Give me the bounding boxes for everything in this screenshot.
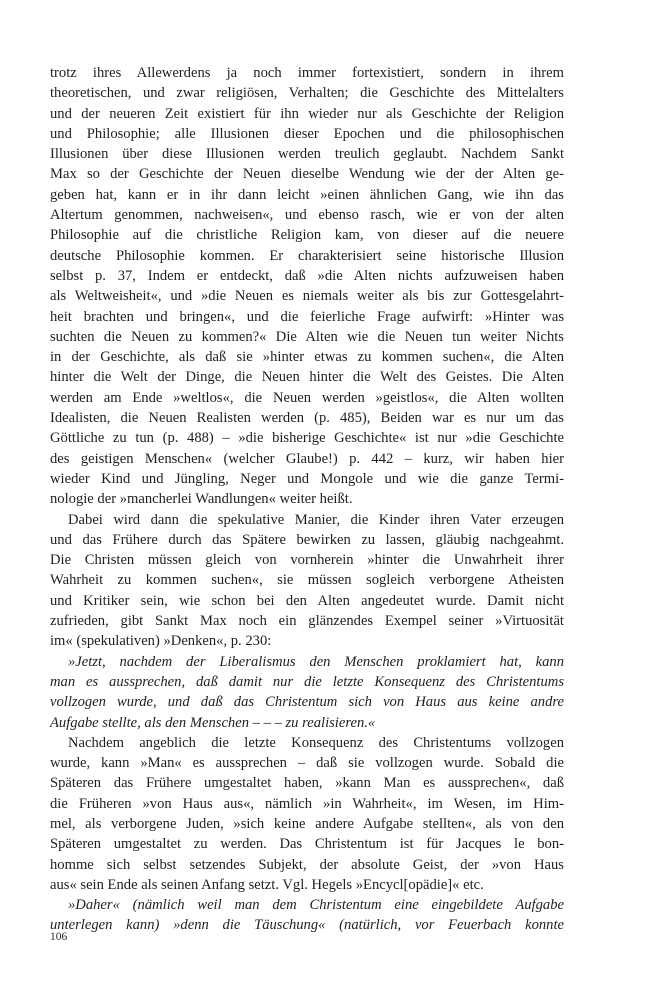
text-line: Späteren umgestaltet zu werden. Das Christentum ist für Jacques le bon- — [50, 836, 564, 853]
text-line: Illusionen über diese Illusionen werden treulich geglaubt. Nachdem Sankt — [50, 146, 564, 163]
text-line: homme sich selbst setzendes Subjekt, der absolute Geist, der »von Haus — [50, 856, 564, 873]
document-page — [50, 63, 564, 936]
text-line: wieder Kind und Jüngling, Neger und Mongole und wie die ganze Termi- — [50, 470, 564, 487]
text-line: mel, als verborgene Juden, »sich keine andere Aufgabe stellten«, als von den — [50, 815, 564, 832]
text-line: nologie der »mancherlei Wandlungen« weiter heißt. — [50, 491, 353, 508]
paragraph-last-consequence — [50, 733, 564, 895]
text-line: Die Christen müssen gleich von vornherein »hinter die Unwahrheit ihrer — [50, 552, 564, 569]
quote-line: unterlegen kann) »denn die Täuschung« (natürlich, vor Feuerbach konnte — [50, 917, 564, 934]
text-line: selbst p. 37, Indem er entdeckt, daß »die Alten nichts aufzuweisen haben — [50, 267, 564, 284]
text-line: trotz ihres Allewerdens ja noch immer fortexistiert, sondern in ihrem — [50, 65, 564, 81]
text-line: heit brachten und bringen«, und die feierliche Frage aufwirft: »Hinter was — [50, 308, 564, 325]
text-line: wurde, kann »Man« es aussprechen – daß sie vollzogen wurde. Sobald die — [50, 755, 564, 772]
paragraph-speculative-manner — [50, 510, 564, 652]
text-line: Altertum genommen, nachweisen«, und ebenso rasch, wie er von der alten — [50, 207, 564, 224]
text-line: theoretischen, und zwar religiösen, Verhalten; die Geschichte des Mittelalters — [50, 85, 564, 102]
text-line: und der neueren Zeit existiert für ihn wieder nur als Geschichte der Religion — [50, 105, 564, 122]
text-line: im« (spekulativen) »Denken«, p. 230: — [50, 633, 272, 650]
page-number: 106 — [50, 931, 68, 943]
text-line: geben hat, kann er in ihr dann leicht »einen ähnlichen Gang, wie ihn das — [50, 186, 564, 203]
text-line: und Philosophie; alle Illusionen dieser Epochen und die philosophischen — [50, 125, 564, 142]
text-line: die Früheren »von Haus aus«, nämlich »in Wahrheit«, im Wesen, im Him- — [50, 795, 564, 812]
paragraph-sankt-max-history — [50, 63, 564, 510]
block-quote — [50, 652, 564, 733]
text-line: deutsche Philosophie kommen. Er charakterisiert seine historische Illusion — [50, 247, 564, 264]
text-line: und das Frühere durch das Spätere bewirken zu lassen, gläubig nachgeahmt. — [50, 531, 564, 548]
text-line: Dabei wird dann die spekulative Manier, die Kinder ihren Vater erzeugen — [68, 511, 564, 528]
text-line: Idealisten, die Neuen Realisten werden (p. 485), Beiden war es nur um das — [50, 410, 564, 427]
quote-line: Aufgabe stellte, als den Menschen – – – zu realisieren.« — [50, 714, 376, 731]
text-line: werden am Ende »weltlos«, die Neuen werden »geistlos«, die Alten wollten — [50, 389, 564, 406]
text-line: Göttliche zu tun (p. 488) – »die bisherige Geschichte« ist nur »die Geschichte — [50, 430, 564, 447]
text-line: Wahrheit zu kommen suchen«, sie müssen sogleich verborgene Atheisten — [50, 572, 564, 589]
text-line: Späteren das Frühere umgestaltet haben, »kann Man es aussprechen«, daß — [50, 775, 564, 792]
quote-line: man es aussprechen, daß damit nur die letzte Konsequenz des Christentums — [50, 673, 564, 690]
text-line: Philosophie auf die christliche Religion kam, von dieser auf die neuere — [50, 227, 564, 244]
quote-line: vollzogen wurde, und daß das Christentum sich von Haus aus keine andre — [50, 694, 564, 711]
text-line: Max so der Geschichte der Neuen dieselbe Wendung wie der der Alten ge- — [50, 166, 564, 183]
text-line: als Weltweisheit«, und »die Neuen es niemals weiter als bis zur Gottesgelahrt- — [50, 288, 564, 305]
text-line: Nachdem angeblich die letzte Konsequenz des Christentums vollzogen — [68, 734, 564, 751]
quote-line: »Daher« (nämlich weil man dem Christentum eine eingebildete Aufgabe — [68, 897, 564, 914]
text-line: suchten die Neuen zu kommen?« Die Alten wie die Neuen tun weiter Nichts — [50, 328, 564, 345]
text-line: und Kritiker sein, wie schon bei den Alten angedeutet wurde. Damit nicht — [50, 592, 564, 609]
text-line: in der Geschichte, als daß sie »hinter etwas zu kommen suchen«, die Alten — [50, 349, 564, 366]
text-line: des geistigen Menschen« (welcher Glaube!) p. 442 – kurz, wir haben hier — [50, 450, 564, 467]
quote-line: »Jetzt, nachdem der Liberalismus den Menschen proklamiert hat, kann — [68, 653, 564, 670]
text-line: aus« sein Ende als seinen Anfang setzt. Vgl. Hegels »Encycl[opädie]« etc. — [50, 876, 484, 893]
text-line: hinter die Welt der Dinge, die Neuen hinter die Welt des Geistes. Die Alten — [50, 369, 564, 386]
text-line: zufrieden, gibt Sankt Max noch ein glänzendes Exempel seiner »Virtuosität — [50, 613, 564, 630]
block-quote-continued — [50, 895, 564, 936]
